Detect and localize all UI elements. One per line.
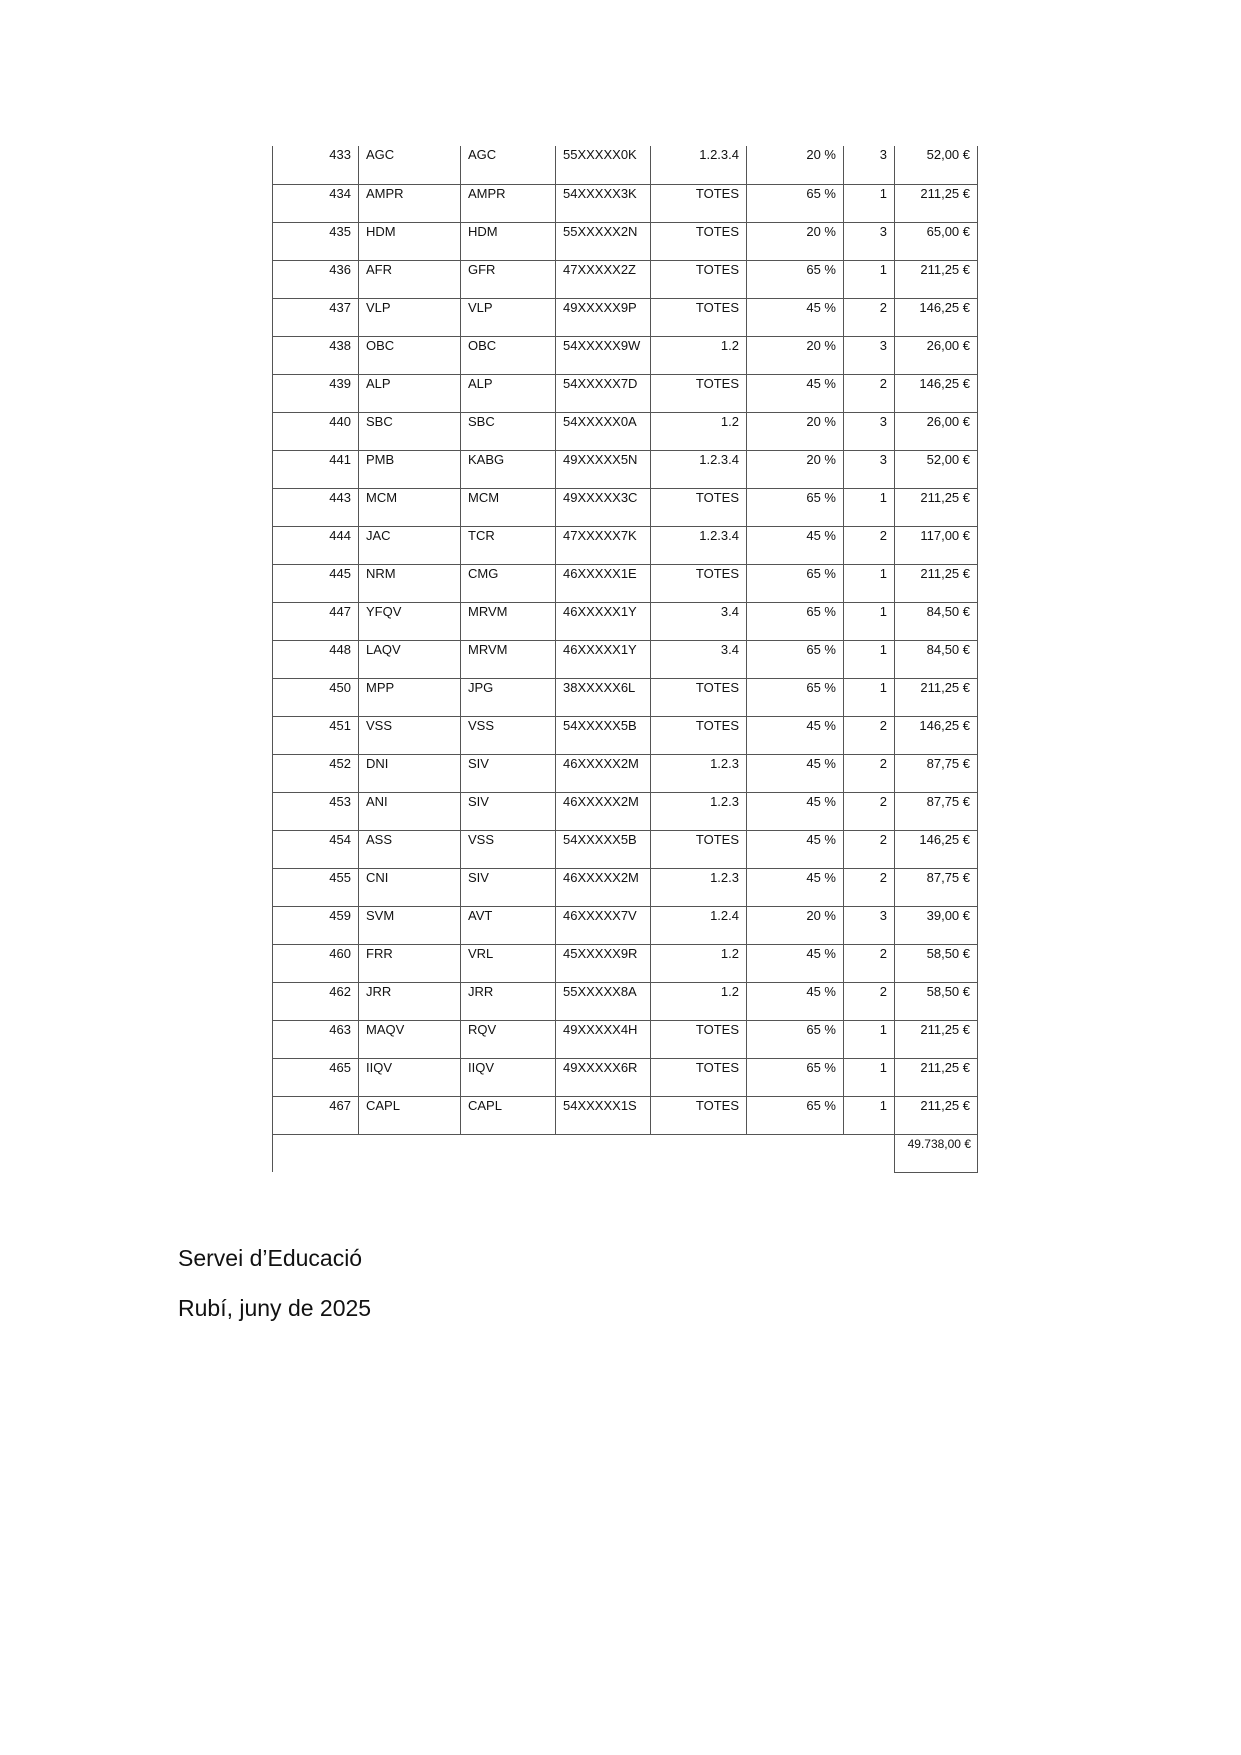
cell-group: 1 <box>844 564 895 602</box>
cell-number: 460 <box>273 944 359 982</box>
cell-id-document: 45XXXXX9R <box>556 944 651 982</box>
cell-number: 438 <box>273 336 359 374</box>
cell-trimesters: 1.2 <box>651 336 747 374</box>
cell-applicant: VLP <box>461 298 556 336</box>
cell-amount: 211,25 € <box>895 1058 978 1096</box>
cell-percentage: 45 % <box>747 298 844 336</box>
cell-amount: 146,25 € <box>895 830 978 868</box>
cell-group: 3 <box>844 412 895 450</box>
cell-applicant: SIV <box>461 792 556 830</box>
cell-amount: 87,75 € <box>895 754 978 792</box>
cell-amount: 211,25 € <box>895 488 978 526</box>
cell-percentage: 45 % <box>747 374 844 412</box>
cell-amount: 87,75 € <box>895 868 978 906</box>
cell-id-document: 54XXXXX5B <box>556 830 651 868</box>
cell-amount: 65,00 € <box>895 222 978 260</box>
cell-id-document: 46XXXXX1Y <box>556 602 651 640</box>
cell-number: 463 <box>273 1020 359 1058</box>
table-body <box>273 146 978 1172</box>
cell-group: 1 <box>844 1058 895 1096</box>
cell-trimesters: 1.2.4 <box>651 906 747 944</box>
cell-percentage: 45 % <box>747 868 844 906</box>
cell-trimesters: 1.2.3 <box>651 792 747 830</box>
cell-beneficiary: AMPR <box>359 184 461 222</box>
cell-percentage: 20 % <box>747 222 844 260</box>
cell-beneficiary: FRR <box>359 944 461 982</box>
table-row <box>273 1096 978 1134</box>
table-row <box>273 336 978 374</box>
cell-amount: 39,00 € <box>895 906 978 944</box>
cell-id-document: 49XXXXX6R <box>556 1058 651 1096</box>
grants-table <box>272 146 978 1173</box>
cell-beneficiary: ASS <box>359 830 461 868</box>
cell-applicant: IIQV <box>461 1058 556 1096</box>
cell-group: 2 <box>844 830 895 868</box>
cell-beneficiary: OBC <box>359 336 461 374</box>
cell-applicant: VSS <box>461 830 556 868</box>
cell-group: 1 <box>844 184 895 222</box>
cell-group: 3 <box>844 450 895 488</box>
cell-number: 467 <box>273 1096 359 1134</box>
cell-percentage: 45 % <box>747 754 844 792</box>
total-row-spacer <box>273 1134 895 1172</box>
cell-trimesters: TOTES <box>651 260 747 298</box>
cell-amount: 84,50 € <box>895 640 978 678</box>
cell-id-document: 49XXXXX9P <box>556 298 651 336</box>
cell-beneficiary: JAC <box>359 526 461 564</box>
cell-trimesters: 1.2 <box>651 944 747 982</box>
cell-id-document: 46XXXXX2M <box>556 792 651 830</box>
cell-number: 435 <box>273 222 359 260</box>
cell-amount: 58,50 € <box>895 944 978 982</box>
cell-trimesters: TOTES <box>651 830 747 868</box>
cell-id-document: 47XXXXX2Z <box>556 260 651 298</box>
table-row <box>273 298 978 336</box>
cell-group: 2 <box>844 716 895 754</box>
cell-beneficiary: SBC <box>359 412 461 450</box>
table-row <box>273 222 978 260</box>
cell-applicant: MCM <box>461 488 556 526</box>
cell-number: 448 <box>273 640 359 678</box>
cell-number: 436 <box>273 260 359 298</box>
cell-trimesters: TOTES <box>651 222 747 260</box>
cell-applicant: CAPL <box>461 1096 556 1134</box>
cell-amount: 52,00 € <box>895 146 978 184</box>
cell-amount: 211,25 € <box>895 1020 978 1058</box>
cell-amount: 84,50 € <box>895 602 978 640</box>
cell-percentage: 65 % <box>747 1020 844 1058</box>
cell-number: 465 <box>273 1058 359 1096</box>
table-row <box>273 830 978 868</box>
cell-trimesters: 1.2.3 <box>651 868 747 906</box>
cell-percentage: 45 % <box>747 716 844 754</box>
cell-beneficiary: ALP <box>359 374 461 412</box>
cell-beneficiary: YFQV <box>359 602 461 640</box>
cell-trimesters: 1.2.3.4 <box>651 146 747 184</box>
cell-group: 1 <box>844 640 895 678</box>
cell-applicant: OBC <box>461 336 556 374</box>
cell-beneficiary: JRR <box>359 982 461 1020</box>
cell-number: 451 <box>273 716 359 754</box>
cell-group: 2 <box>844 982 895 1020</box>
place-and-date: Rubí, juny de 2025 <box>178 1295 372 1321</box>
cell-percentage: 65 % <box>747 184 844 222</box>
cell-applicant: CMG <box>461 564 556 602</box>
cell-applicant: VSS <box>461 716 556 754</box>
total-row <box>273 1134 978 1172</box>
cell-number: 453 <box>273 792 359 830</box>
cell-percentage: 65 % <box>747 678 844 716</box>
cell-id-document: 38XXXXX6L <box>556 678 651 716</box>
cell-group: 1 <box>844 678 895 716</box>
cell-applicant: HDM <box>461 222 556 260</box>
cell-id-document: 46XXXXX1Y <box>556 640 651 678</box>
cell-applicant: ALP <box>461 374 556 412</box>
cell-percentage: 20 % <box>747 450 844 488</box>
cell-number: 454 <box>273 830 359 868</box>
total-amount: 49.738,00 € <box>895 1134 978 1172</box>
cell-percentage: 45 % <box>747 526 844 564</box>
cell-id-document: 54XXXXX9W <box>556 336 651 374</box>
cell-trimesters: 1.2.3.4 <box>651 526 747 564</box>
cell-number: 437 <box>273 298 359 336</box>
cell-percentage: 65 % <box>747 564 844 602</box>
table-row <box>273 678 978 716</box>
cell-applicant: SBC <box>461 412 556 450</box>
cell-group: 3 <box>844 222 895 260</box>
cell-group: 3 <box>844 906 895 944</box>
cell-id-document: 49XXXXX4H <box>556 1020 651 1058</box>
cell-number: 444 <box>273 526 359 564</box>
cell-applicant: JRR <box>461 982 556 1020</box>
cell-number: 441 <box>273 450 359 488</box>
cell-percentage: 20 % <box>747 906 844 944</box>
cell-number: 440 <box>273 412 359 450</box>
cell-id-document: 46XXXXX7V <box>556 906 651 944</box>
cell-id-document: 55XXXXX0K <box>556 146 651 184</box>
department-name: Servei d’Educació <box>178 1245 363 1271</box>
cell-percentage: 45 % <box>747 982 844 1020</box>
table-row <box>273 450 978 488</box>
cell-amount: 146,25 € <box>895 374 978 412</box>
cell-trimesters: TOTES <box>651 1096 747 1134</box>
table-row <box>273 982 978 1020</box>
cell-amount: 211,25 € <box>895 184 978 222</box>
cell-percentage: 20 % <box>747 412 844 450</box>
cell-group: 1 <box>844 602 895 640</box>
cell-beneficiary: ANI <box>359 792 461 830</box>
table-row <box>273 146 978 184</box>
cell-trimesters: 1.2.3 <box>651 754 747 792</box>
cell-id-document: 54XXXXX3K <box>556 184 651 222</box>
cell-group: 3 <box>844 336 895 374</box>
cell-applicant: VRL <box>461 944 556 982</box>
table-row <box>273 640 978 678</box>
cell-percentage: 20 % <box>747 336 844 374</box>
cell-amount: 87,75 € <box>895 792 978 830</box>
cell-trimesters: TOTES <box>651 184 747 222</box>
cell-amount: 211,25 € <box>895 260 978 298</box>
cell-amount: 146,25 € <box>895 716 978 754</box>
table-row <box>273 1020 978 1058</box>
cell-amount: 58,50 € <box>895 982 978 1020</box>
table-row <box>273 184 978 222</box>
table-row <box>273 564 978 602</box>
cell-group: 2 <box>844 792 895 830</box>
cell-percentage: 65 % <box>747 602 844 640</box>
table-row <box>273 754 978 792</box>
table-row <box>273 906 978 944</box>
cell-percentage: 65 % <box>747 260 844 298</box>
cell-number: 455 <box>273 868 359 906</box>
cell-group: 2 <box>844 526 895 564</box>
table-row <box>273 412 978 450</box>
cell-trimesters: TOTES <box>651 298 747 336</box>
cell-trimesters: TOTES <box>651 1020 747 1058</box>
cell-id-document: 54XXXXX5B <box>556 716 651 754</box>
cell-trimesters: TOTES <box>651 488 747 526</box>
cell-applicant: JPG <box>461 678 556 716</box>
cell-percentage: 65 % <box>747 640 844 678</box>
cell-beneficiary: PMB <box>359 450 461 488</box>
cell-beneficiary: HDM <box>359 222 461 260</box>
cell-beneficiary: SVM <box>359 906 461 944</box>
cell-beneficiary: AGC <box>359 146 461 184</box>
cell-group: 2 <box>844 944 895 982</box>
cell-amount: 211,25 € <box>895 1096 978 1134</box>
cell-percentage: 45 % <box>747 830 844 868</box>
cell-amount: 26,00 € <box>895 412 978 450</box>
cell-beneficiary: MCM <box>359 488 461 526</box>
cell-applicant: SIV <box>461 868 556 906</box>
cell-id-document: 54XXXXX7D <box>556 374 651 412</box>
cell-beneficiary: VSS <box>359 716 461 754</box>
table-row <box>273 260 978 298</box>
cell-percentage: 45 % <box>747 792 844 830</box>
cell-percentage: 65 % <box>747 1096 844 1134</box>
cell-percentage: 45 % <box>747 944 844 982</box>
cell-beneficiary: IIQV <box>359 1058 461 1096</box>
cell-group: 2 <box>844 374 895 412</box>
cell-id-document: 49XXXXX3C <box>556 488 651 526</box>
cell-group: 2 <box>844 298 895 336</box>
cell-group: 1 <box>844 1020 895 1058</box>
cell-trimesters: 1.2 <box>651 982 747 1020</box>
table-row <box>273 716 978 754</box>
cell-id-document: 55XXXXX2N <box>556 222 651 260</box>
cell-id-document: 49XXXXX5N <box>556 450 651 488</box>
cell-id-document: 46XXXXX1E <box>556 564 651 602</box>
cell-applicant: AVT <box>461 906 556 944</box>
cell-id-document: 55XXXXX8A <box>556 982 651 1020</box>
cell-trimesters: 1.2 <box>651 412 747 450</box>
cell-group: 1 <box>844 1096 895 1134</box>
cell-percentage: 65 % <box>747 1058 844 1096</box>
cell-group: 2 <box>844 754 895 792</box>
cell-group: 1 <box>844 260 895 298</box>
cell-applicant: AGC <box>461 146 556 184</box>
cell-beneficiary: AFR <box>359 260 461 298</box>
cell-number: 433 <box>273 146 359 184</box>
table-row <box>273 868 978 906</box>
cell-applicant: AMPR <box>461 184 556 222</box>
cell-amount: 117,00 € <box>895 526 978 564</box>
cell-number: 434 <box>273 184 359 222</box>
cell-applicant: KABG <box>461 450 556 488</box>
cell-trimesters: 1.2.3.4 <box>651 450 747 488</box>
cell-number: 452 <box>273 754 359 792</box>
cell-amount: 146,25 € <box>895 298 978 336</box>
cell-id-document: 46XXXXX2M <box>556 868 651 906</box>
table-row <box>273 944 978 982</box>
table-row <box>273 526 978 564</box>
cell-group: 1 <box>844 488 895 526</box>
cell-percentage: 65 % <box>747 488 844 526</box>
table-row <box>273 374 978 412</box>
cell-trimesters: TOTES <box>651 374 747 412</box>
cell-number: 459 <box>273 906 359 944</box>
cell-trimesters: TOTES <box>651 564 747 602</box>
cell-number: 462 <box>273 982 359 1020</box>
cell-trimesters: TOTES <box>651 678 747 716</box>
cell-beneficiary: MPP <box>359 678 461 716</box>
cell-applicant: MRVM <box>461 602 556 640</box>
cell-id-document: 47XXXXX7K <box>556 526 651 564</box>
cell-trimesters: 3.4 <box>651 602 747 640</box>
cell-number: 450 <box>273 678 359 716</box>
cell-amount: 211,25 € <box>895 564 978 602</box>
cell-number: 445 <box>273 564 359 602</box>
cell-id-document: 46XXXXX2M <box>556 754 651 792</box>
cell-group: 3 <box>844 146 895 184</box>
cell-number: 443 <box>273 488 359 526</box>
table-row <box>273 488 978 526</box>
cell-number: 439 <box>273 374 359 412</box>
cell-amount: 52,00 € <box>895 450 978 488</box>
cell-beneficiary: CNI <box>359 868 461 906</box>
cell-amount: 211,25 € <box>895 678 978 716</box>
table-row <box>273 1058 978 1096</box>
cell-beneficiary: VLP <box>359 298 461 336</box>
cell-applicant: TCR <box>461 526 556 564</box>
cell-applicant: RQV <box>461 1020 556 1058</box>
cell-trimesters: 3.4 <box>651 640 747 678</box>
cell-beneficiary: DNI <box>359 754 461 792</box>
cell-id-document: 54XXXXX1S <box>556 1096 651 1134</box>
cell-applicant: MRVM <box>461 640 556 678</box>
cell-applicant: SIV <box>461 754 556 792</box>
cell-beneficiary: MAQV <box>359 1020 461 1058</box>
cell-trimesters: TOTES <box>651 716 747 754</box>
cell-beneficiary: CAPL <box>359 1096 461 1134</box>
table-row <box>273 602 978 640</box>
cell-number: 447 <box>273 602 359 640</box>
cell-group: 2 <box>844 868 895 906</box>
cell-amount: 26,00 € <box>895 336 978 374</box>
cell-beneficiary: LAQV <box>359 640 461 678</box>
cell-applicant: GFR <box>461 260 556 298</box>
cell-trimesters: TOTES <box>651 1058 747 1096</box>
cell-beneficiary: NRM <box>359 564 461 602</box>
cell-id-document: 54XXXXX0A <box>556 412 651 450</box>
cell-percentage: 20 % <box>747 146 844 184</box>
table-row <box>273 792 978 830</box>
